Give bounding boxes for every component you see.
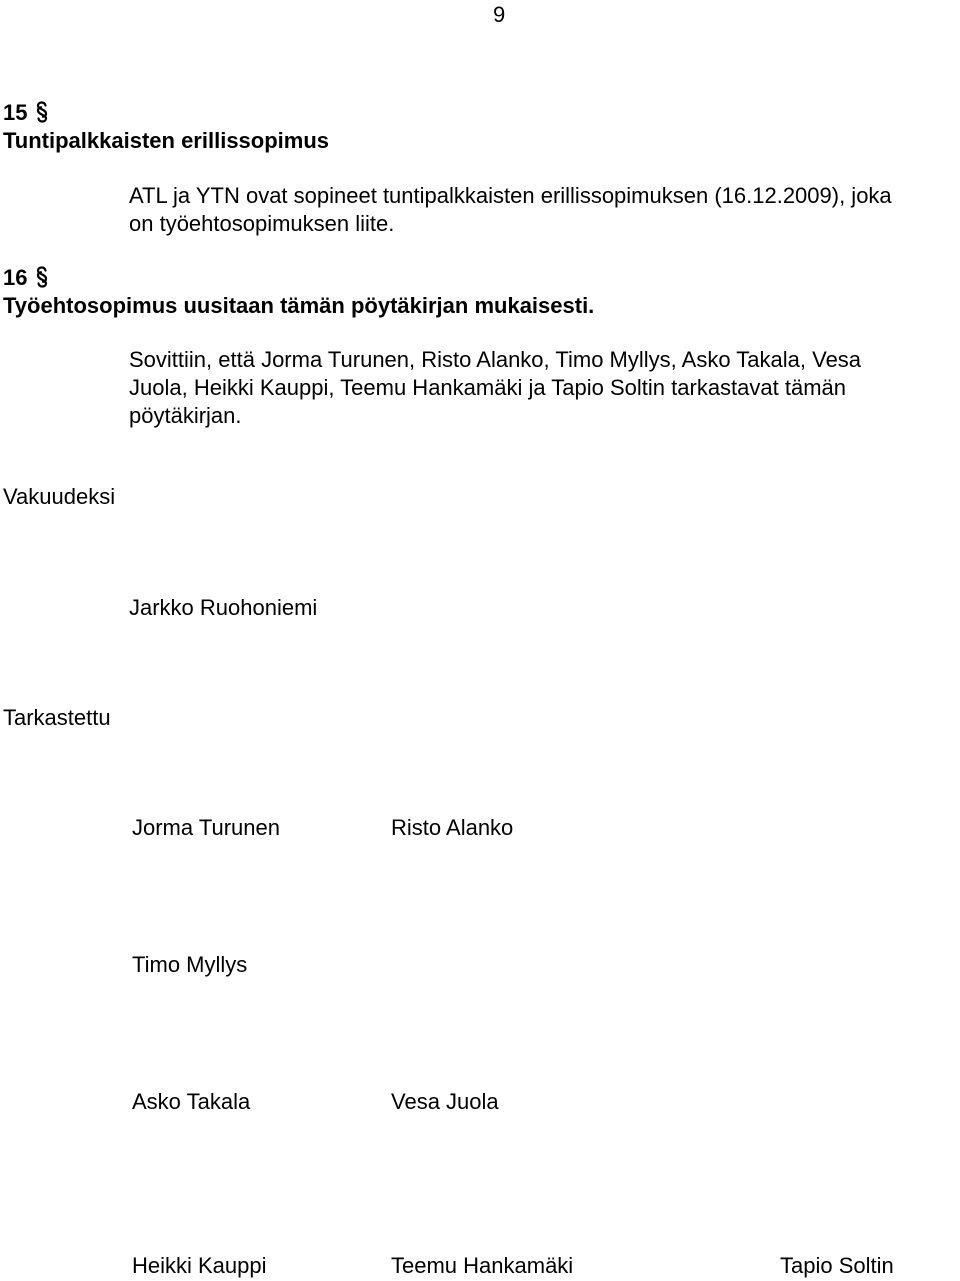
section-15-number: 15 [3,100,28,125]
certification-signer: Jarkko Ruohoniemi [129,595,318,620]
review-signer-jorma-turunen: Jorma Turunen [132,815,280,840]
section-15-body-line-2: on työehtosopimuksen liite. [129,211,395,236]
review-signer-heikki-kauppi: Heikki Kauppi [132,1253,267,1278]
section-16-heading [3,265,49,291]
review-signer-risto-alanko: Risto Alanko [391,815,514,840]
review-signer-timo-myllys: Timo Myllys [132,952,248,977]
section-sign-icon [35,101,49,123]
review-signer-asko-takala: Asko Takala [132,1089,251,1114]
section-15-title: Tuntipalkkaisten erillissopimus [3,128,330,153]
section-16-body-line-2: Juola, Heikki Kauppi, Teemu Hankamäki ja Tapio Soltin tarkastavat tämän [129,375,847,400]
review-label: Tarkastettu [3,705,111,730]
page-number: 9 [493,2,506,27]
section-16-title: Työehtosopimus uusitaan tämän pöytäkirjan mukaisesti. [3,293,595,318]
section-15-body-line-1: ATL ja YTN ovat sopineet tuntipalkkaisten erillissopimuksen (16.12.2009), joka [129,183,892,208]
section-16-number: 16 [3,265,28,290]
review-signer-vesa-juola: Vesa Juola [391,1089,499,1114]
section-15-heading [3,100,49,126]
section-16-body-line-1: Sovittiin, että Jorma Turunen, Risto Alanko, Timo Myllys, Asko Takala, Vesa [129,347,862,372]
section-16-body-line-3: pöytäkirjan. [129,403,242,428]
section-sign-icon [35,266,49,288]
certification-label: Vakuudeksi [3,484,116,509]
review-signer-tapio-soltin: Tapio Soltin [780,1253,894,1278]
review-signer-teemu-hankamaki: Teemu Hankamäki [391,1253,574,1278]
